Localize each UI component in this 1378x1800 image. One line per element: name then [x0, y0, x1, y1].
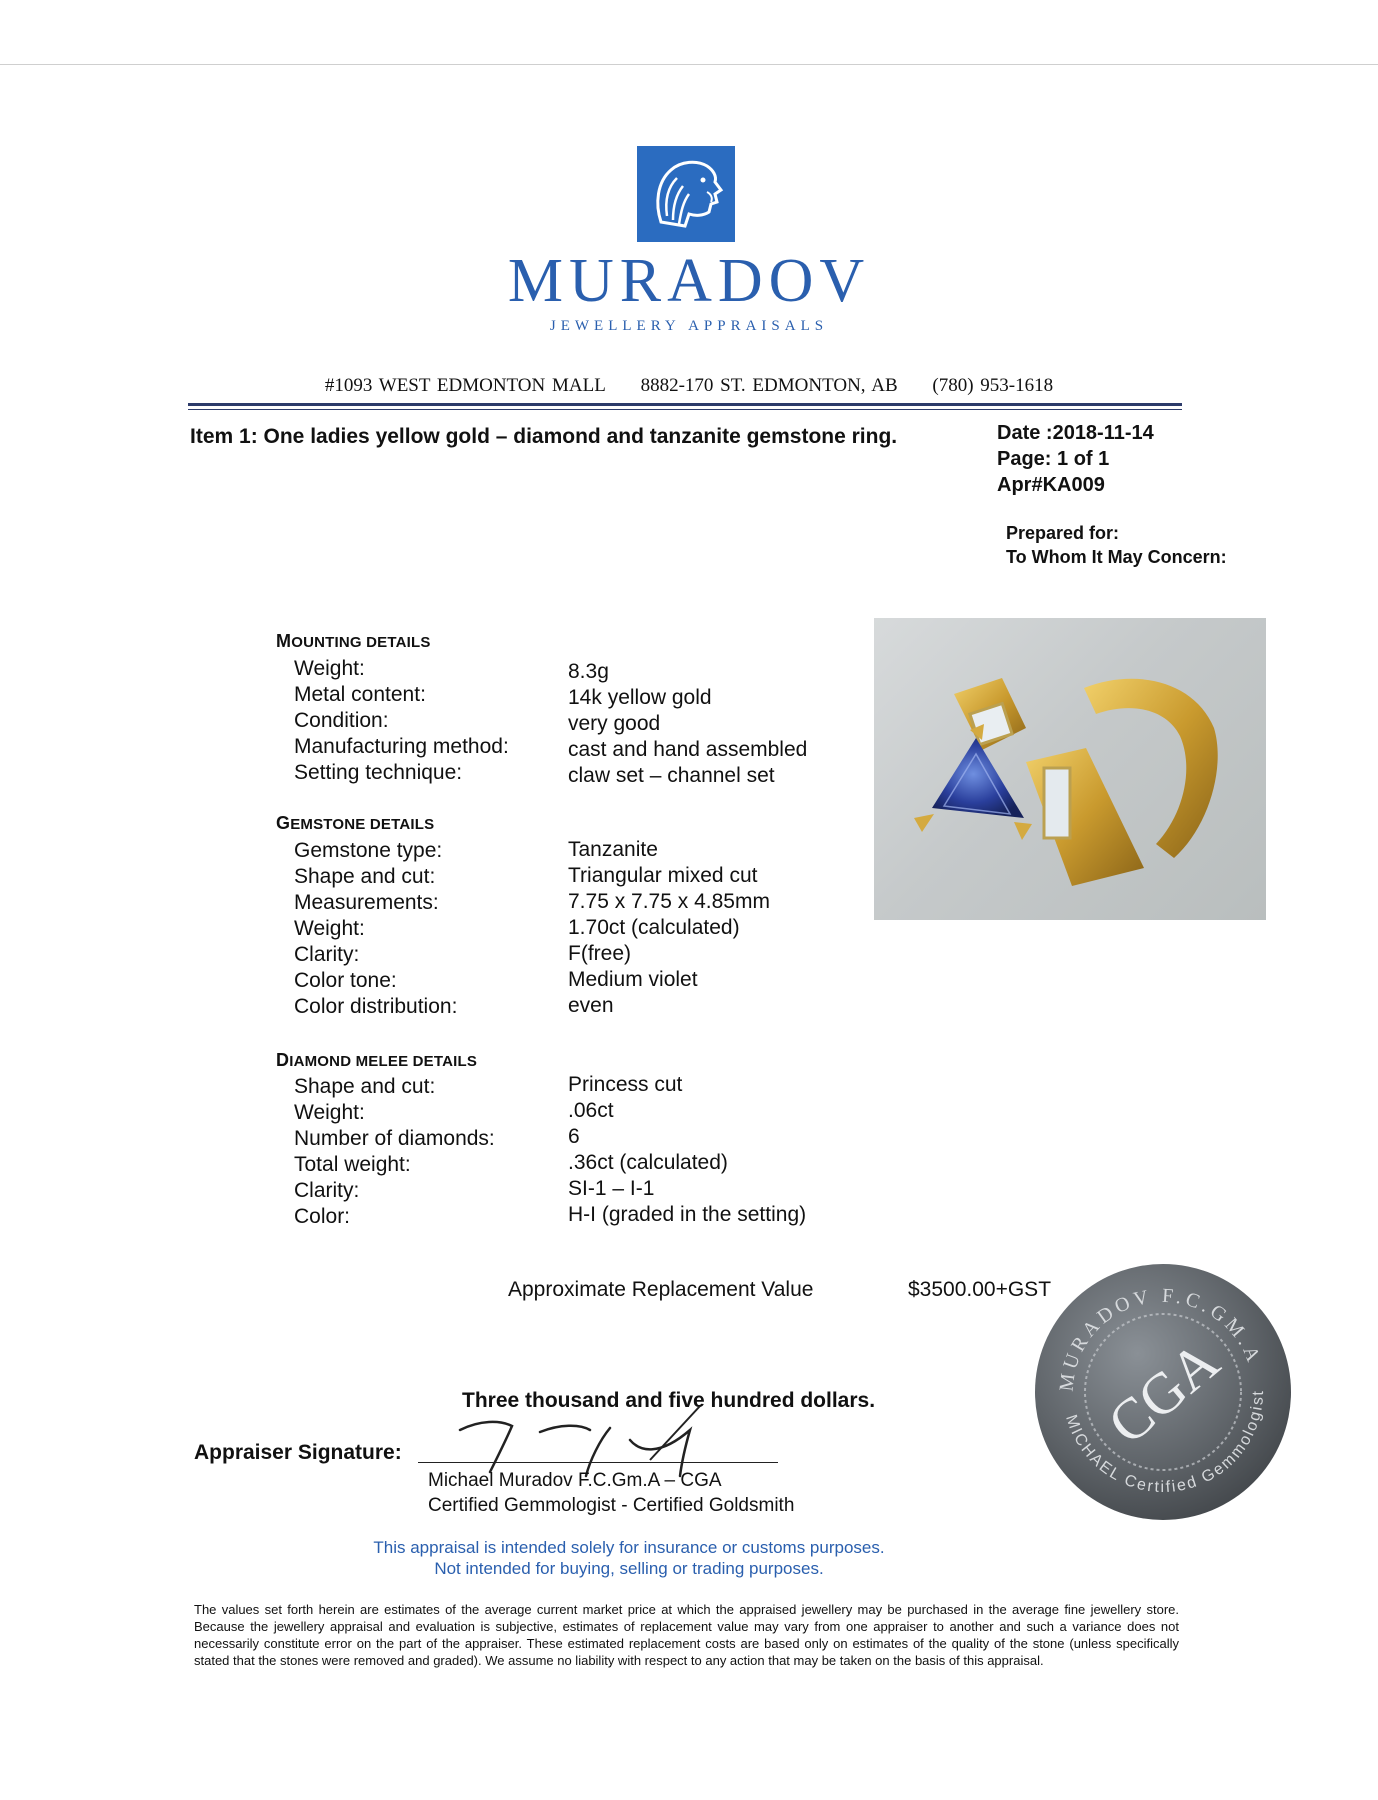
gemstone-label: Weight: — [294, 917, 365, 940]
header-rule-thin — [188, 409, 1182, 410]
mounting-value: cast and hand assembled — [568, 738, 808, 761]
top-divider — [0, 64, 1378, 65]
item-title: Item 1: One ladies yellow gold – diamond and tanzanite gemstone ring. — [190, 425, 898, 448]
date-field: Date :2018-11-14 — [997, 422, 1154, 444]
prepared-for-value: To Whom It May Concern: — [1006, 547, 1227, 567]
gemstone-label: Measurements: — [294, 891, 439, 914]
handwritten-signature — [450, 1400, 790, 1480]
mounting-label: Setting technique: — [294, 761, 463, 784]
gemstone-label: Clarity: — [294, 943, 360, 966]
mounting-value: very good — [568, 712, 661, 735]
brand-subtitle: JEWELLERY APPRAISALS — [549, 318, 829, 334]
diamond-label: Color: — [294, 1205, 351, 1228]
seal-center-text: CGA — [1095, 1328, 1232, 1457]
brand-name: MURADOV — [507, 247, 871, 315]
appraiser-title: Certified Gemmologist - Certified Goldsmith — [428, 1495, 795, 1516]
header-rule — [188, 403, 1182, 406]
mounting-value: claw set – channel set — [568, 764, 775, 787]
gemstone-value: Medium violet — [568, 968, 698, 991]
seal-bottom-text: MICHAEL Certified Gemmologist — [1062, 1389, 1268, 1497]
mounting-value: 14k yellow gold — [568, 686, 712, 709]
gemstone-heading: GEMSTONE DETAILS — [276, 813, 435, 833]
diamond-label: Number of diamonds: — [294, 1127, 495, 1150]
mounting-heading: MOUNTING DETAILS — [276, 631, 431, 651]
address-street: 8882-170 ST. EDMONTON, AB — [640, 375, 898, 396]
prepared-for-label: Prepared for: — [1006, 523, 1120, 543]
replacement-value-label: Approximate Replacement Value — [508, 1278, 814, 1301]
seal-top-text: MURADOV F.C.GM.A — [1055, 1284, 1266, 1393]
diamond-label: Weight: — [294, 1101, 365, 1124]
diamond-label: Clarity: — [294, 1179, 360, 1202]
diamond-heading: DIAMOND MELEE DETAILS — [276, 1050, 478, 1070]
ring-photo — [874, 618, 1266, 920]
gemstone-label: Gemstone type: — [294, 839, 443, 862]
lion-logo-icon — [637, 146, 735, 242]
value-in-words: Three thousand and five hundred dollars. — [462, 1389, 876, 1412]
diamond-value: .36ct (calculated) — [568, 1151, 728, 1174]
gemstone-label: Shape and cut: — [294, 865, 436, 888]
mounting-value: 8.3g — [568, 660, 609, 683]
signature-line — [418, 1462, 778, 1463]
disclaimer-text: The values set forth herein are estimates of the average current market price at which the appraised jewellery may be purchased in the average fine jewellery store. Because the jewellery appraisal and evaluation is subjective, estimates of replacement value may vary from one appraiser to another and such a variance does not necessarily constitute error on the part of the appraiser. These estimated replacement costs are based only on estimates of the quality of the stone (unless specifically stated that the stones were removed and graded). We assume no liability with respect to any action that may be taken on the basis of this appraisal. — [194, 1602, 1179, 1668]
diamond-value: Princess cut — [568, 1073, 683, 1096]
mounting-label: Weight: — [294, 657, 365, 680]
diamond-value: .06ct — [568, 1099, 614, 1122]
address-phone: (780) 953-1618 — [932, 375, 1054, 396]
gemstone-value: 1.70ct (calculated) — [568, 916, 740, 939]
mounting-label: Condition: — [294, 709, 389, 732]
gemstone-value: Tanzanite — [568, 838, 658, 861]
diamond-label: Total weight: — [294, 1153, 411, 1176]
diamond-value: 6 — [568, 1125, 580, 1148]
address-location: #1093 WEST EDMONTON MALL — [324, 375, 606, 396]
diamond-value: H-I (graded in the setting) — [568, 1203, 807, 1226]
cga-seal-stamp — [1033, 1262, 1293, 1522]
signature-label: Appraiser Signature: — [194, 1441, 402, 1464]
gemstone-value: 7.75 x 7.75 x 4.85mm — [568, 890, 770, 913]
diamond-label: Shape and cut: — [294, 1075, 436, 1098]
gemstone-label: Color tone: — [294, 969, 397, 992]
gemstone-label: Color distribution: — [294, 995, 458, 1018]
page-number: Page: 1 of 1 — [997, 448, 1110, 470]
gemstone-value: even — [568, 994, 614, 1017]
diamond-value: SI-1 – I-1 — [568, 1177, 655, 1200]
purpose-note-secondary: Not intended for buying, selling or trading purposes. — [434, 1559, 824, 1578]
purpose-note: This appraisal is intended solely for insurance or customs purposes. — [373, 1538, 885, 1557]
appraisal-number: Apr#KA009 — [997, 474, 1105, 496]
address-bar — [0, 375, 1378, 397]
mounting-label: Manufacturing method: — [294, 735, 509, 758]
appraiser-name: Michael Muradov F.C.Gm.A – CGA — [428, 1470, 722, 1491]
mounting-label: Metal content: — [294, 683, 426, 706]
replacement-value-amount: $3500.00+GST — [908, 1278, 1052, 1301]
gemstone-value: Triangular mixed cut — [568, 864, 758, 887]
gemstone-value: F(free) — [568, 942, 631, 965]
